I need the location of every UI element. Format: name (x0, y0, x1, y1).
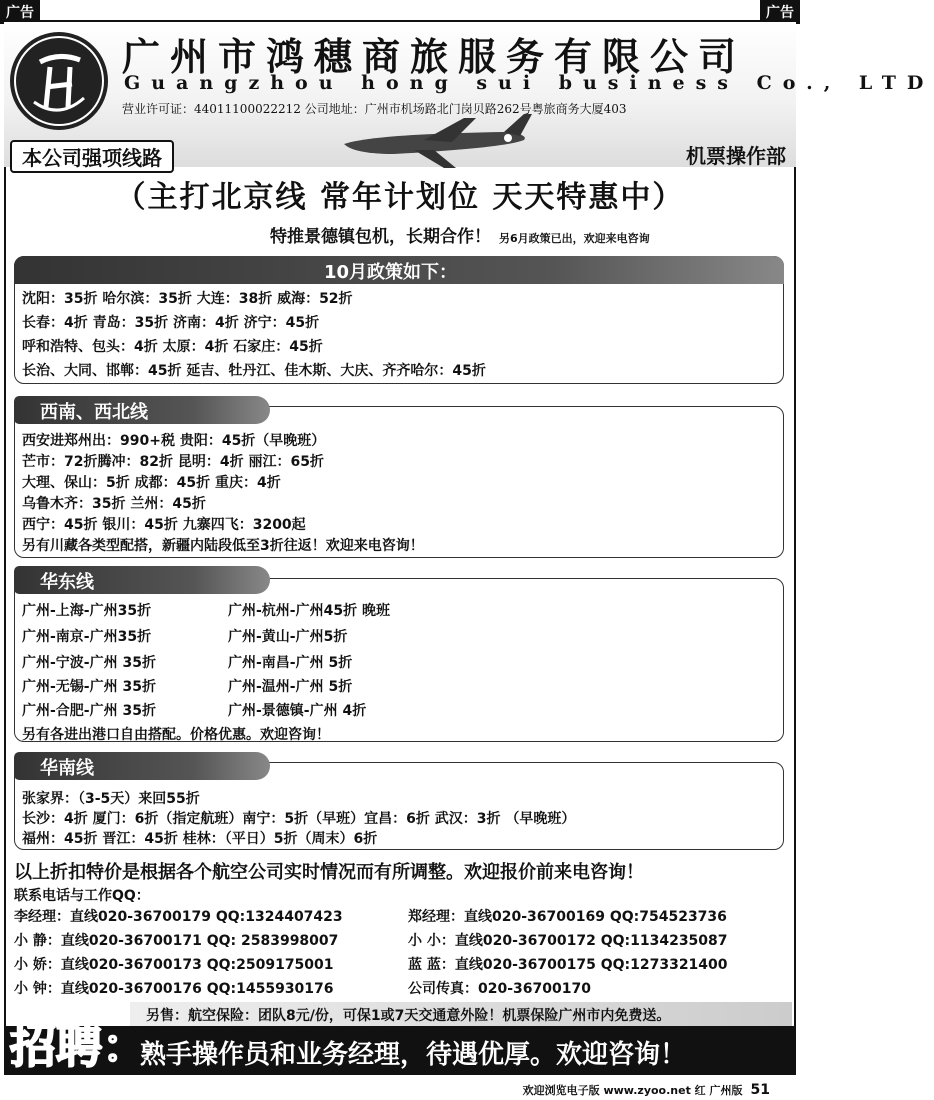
policy-line: 长治、大同、邯郸：45折 延吉、牡丹江、佳木斯、大庆、齐齐哈尔：45折 (22, 363, 486, 379)
policy-banner (14, 256, 784, 284)
southwest-line: 西宁：45折 银川：45折 九寨四飞：3200起 (22, 517, 306, 533)
east-route: 广州-上海-广州35折 (22, 603, 152, 619)
policy-line: 呼和浩特、包头：4折 太原：4折 石家庄：45折 (22, 339, 323, 355)
company-license: 营业许可证：44011100022212 公司地址：广州市机场路北门岗贝路262号粤旅商务大厦403 (122, 102, 627, 116)
airplane-image (334, 110, 534, 170)
page-number: 51 (750, 1082, 770, 1098)
sub-slogan (270, 222, 650, 247)
recruit-text: 熟手操作员和业务经理，待遇优厚。欢迎咨询！ (140, 1040, 687, 1070)
footer (523, 1082, 770, 1098)
south-banner (14, 752, 270, 780)
recruit-heading: 招聘： (10, 1019, 148, 1073)
south-line: 福州：45折 晋江：45折 桂林：（平日）5折（周末）6折 (22, 831, 378, 847)
east-note: 另有各进出港口自由搭配。价格优惠。欢迎咨询！ (22, 727, 330, 743)
strong-routes-label: 本公司强项线路 (10, 140, 174, 173)
southwest-line: 西安进郑州出：990+税 贵阳：45折（早晚班） (22, 433, 326, 449)
southwest-banner (14, 396, 270, 424)
contact-entry: 公司传真：020-36700170 (408, 981, 591, 997)
contact-entry: 蓝 蓝：直线020-36700175 QQ:1273321400 (408, 957, 728, 973)
company-name-cn: 广州市鸿穗商旅服务有限公司 (122, 34, 747, 79)
insurance-note: 另售：航空保险：团队8元/份，可保1或7天交通意外险！机票保险广州市内免费送。 (130, 1002, 792, 1026)
southwest-line: 乌鲁木齐：35折 兰州：45折 (22, 496, 206, 512)
east-route: 广州-合肥-广州 35折 (22, 703, 156, 719)
southwest-line: 芒市：72折腾冲：82折 昆明：4折 丽江：65折 (22, 454, 324, 470)
ad-tag-right: 广告 (760, 0, 800, 24)
east-route: 广州-温州-广州 5折 (228, 679, 353, 695)
policy-line: 长春：4折 青岛：35折 济南：4折 济宁：45折 (22, 315, 320, 331)
company-name-en: Guangzhou hong sui business Co., LTD (124, 72, 934, 94)
contact-entry: 小 钟：直线020-36700176 QQ:1455930176 (14, 981, 334, 997)
policy-title: 10月政策如下： (324, 262, 458, 283)
south-line: 张家界：（3-5天）来回55折 (22, 791, 200, 807)
contact-title: 联系电话与工作QQ： (14, 888, 150, 904)
east-banner (14, 566, 270, 594)
department-label: 机票操作部 (686, 144, 786, 168)
southwest-line: 大理、保山：5折 成都：45折 重庆：4折 (22, 475, 281, 491)
contact-entry: 小 静：直线020-36700171 QQ: 2583998007 (14, 933, 339, 949)
ad-tag-left: 广告 (0, 0, 40, 24)
southwest-title: 西南、西北线 (40, 402, 148, 423)
south-title: 华南线 (40, 758, 94, 779)
policy-line: 沈阳：35折 哈尔滨：35折 大连：38折 威海：52折 (22, 291, 353, 307)
footer-text: 欢迎浏览电子版 www.zyoo.net 红 广州版 (522, 1084, 743, 1097)
main-slogan: （主打北京线 常年计划位 天天特惠中） (115, 180, 685, 215)
contact-entry: 小 娇：直线020-36700173 QQ:2509175001 (14, 957, 334, 973)
east-route: 广州-黄山-广州5折 (228, 629, 348, 645)
east-route: 广州-无锡-广州 35折 (22, 679, 156, 695)
june-policy-note: 另6月政策已出，欢迎来电咨询 (499, 232, 650, 245)
south-line: 长沙：4折 厦门：6折（指定航班）南宁：5折（早班）宜昌：6折 武汉：3折 （早晚班） (22, 811, 576, 827)
southwest-line: 另有川藏各类型配搭，新疆内陆段低至3折往返！欢迎来电咨询！ (22, 538, 424, 554)
contact-entry: 李经理：直线020-36700179 QQ:1324407423 (14, 909, 343, 925)
east-route: 广州-宁波-广州 35折 (22, 655, 156, 671)
company-header (4, 22, 934, 170)
east-title: 华东线 (40, 572, 94, 593)
contact-entry: 小 小：直线020-36700172 QQ:1134235087 (408, 933, 728, 949)
company-logo (10, 32, 108, 130)
east-route: 广州-杭州-广州45折 晚班 (228, 603, 390, 619)
east-route: 广州-景德镇-广州 4折 (228, 703, 367, 719)
east-route: 广州-南京-广州35折 (22, 629, 152, 645)
contact-entry: 郑经理：直线020-36700169 QQ:754523736 (408, 909, 727, 925)
charter-note: 特推景德镇包机，长期合作！ (270, 227, 491, 247)
east-route: 广州-南昌-广州 5折 (228, 655, 353, 671)
price-notice: 以上折扣特价是根据各个航空公司实时情况而有所调整。欢迎报价前来电咨询！ (14, 862, 644, 883)
